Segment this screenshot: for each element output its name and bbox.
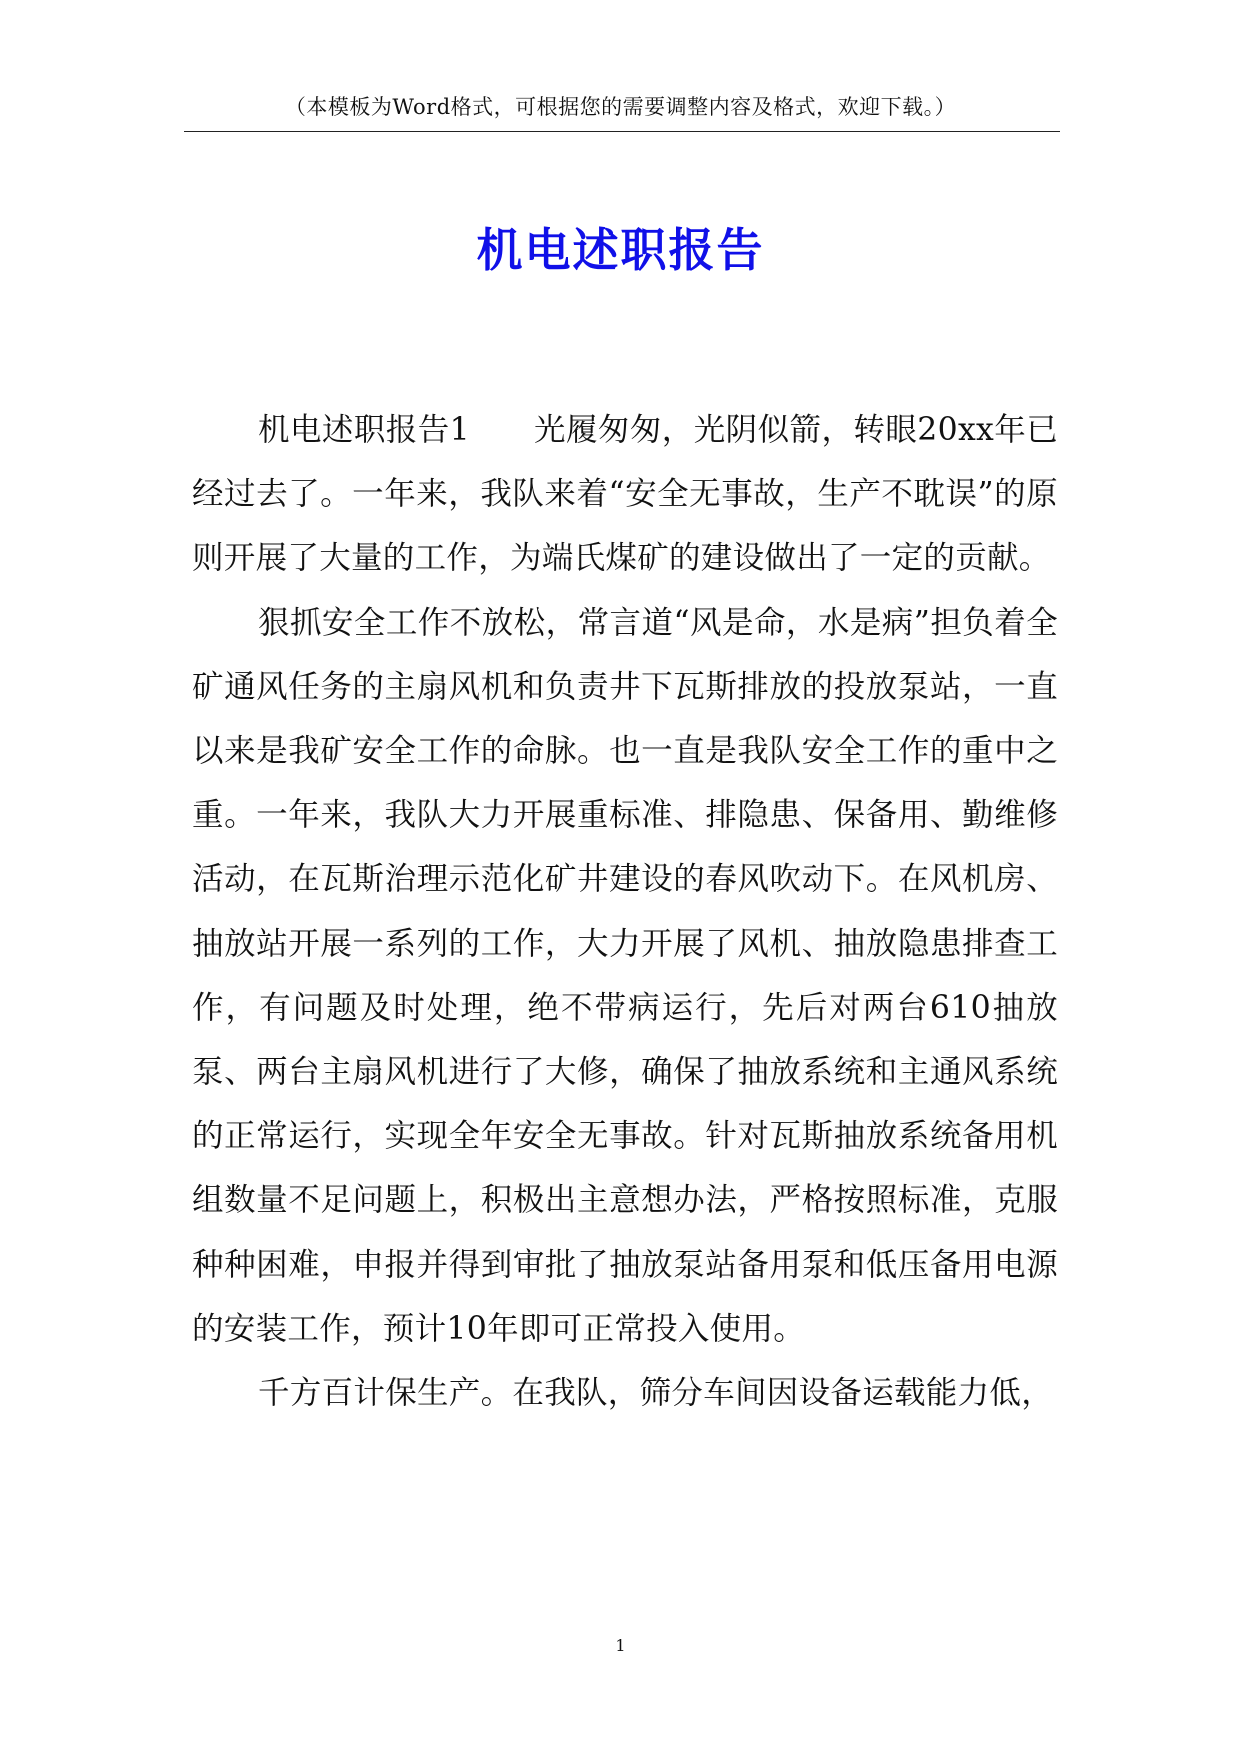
header-note: （本模板为Word格式，可根据您的需要调整内容及格式，欢迎下载。） xyxy=(284,95,957,119)
document-body xyxy=(192,398,1058,1425)
page-number: 1 xyxy=(615,1636,626,1655)
paragraph: 机电述职报告1 光履匆匆，光阴似箭，转眼20xx年已经过去了。一年来，我队来着“安全无事故，生产不耽误”的原则开展了大量的工作，为端氏煤矿的建设做出了一定的贡献。 xyxy=(192,412,1058,577)
paragraph: 千方百计保生产。在我队，筛分车间因设备运载能力低， xyxy=(258,1375,1054,1412)
paragraph: 狠抓安全工作不放松，常言道“风是命，水是病”担负着全矿通风任务的主扇风机和负责井下瓦斯排放的投放泵站，一直以来是我矿安全工作的命脉。也一直是我队安全工作的重中之重。一年来，我队大力开展重标准、排隐患、保备用、勤维修活动，在瓦斯治理示范化矿井建设的春风吹动下。在风机房、抽放站开展一系列的工作，大力开展了风机、抽放隐患排查工作，有问题及时处理，绝不带病运行，先后对两台610抽放泵、两台主扇风机进行了大修，确保了抽放系统和主通风系统的正常运行，实现全年安全无事故。针对瓦斯抽放系统备用机组数量不足问题上，积极出主意想办法，严格按照标准，克服种种困难，申报并得到审批了抽放泵站备用泵和低压备用电源的安装工作，预计10年即可正常投入使用。 xyxy=(192,604,1058,1347)
document-title: 机电述职报告 xyxy=(476,223,765,277)
header-divider xyxy=(184,131,1060,132)
